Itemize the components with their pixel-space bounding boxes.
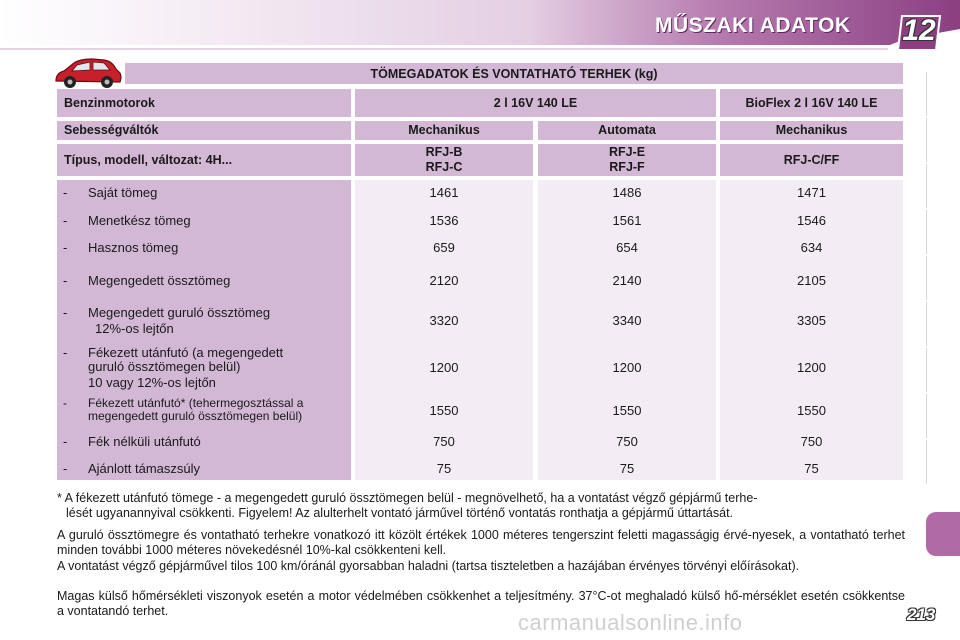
chapter-tab-strip [926,60,960,580]
row-label-line2: megengedett guruló össztömegen belül) [88,409,303,423]
table-cell: 634 [800,240,823,255]
table-cell: 1561 [612,213,642,228]
table-cell: 1550 [797,403,826,418]
footnote [57,491,905,521]
engine-row-label: Benzinmotorok [57,89,351,117]
table-cell: 75 [619,461,635,476]
table-cell: 2120 [429,273,459,288]
table-cell: 1471 [797,185,826,200]
table-cell: 75 [436,461,452,476]
type-code: RFJ-F [609,160,645,174]
row-label: Fékezett utánfutó* (tehermegosztással a [88,396,304,410]
table-cell: 75 [804,461,819,476]
chapter-tab[interactable] [926,210,960,254]
table-cell: 1536 [429,213,459,228]
row-sublabel: 12%-os lejtőn [95,321,174,336]
gearbox-row-label: Sebességváltók [57,121,351,140]
table-cell: 1200 [612,360,642,375]
table-cell: 1550 [612,403,642,418]
row-label: Hasznos tömeg [88,240,179,255]
chapter-tab-active[interactable] [926,512,960,556]
page-number: 213 [907,605,936,624]
chapter-tab[interactable] [926,118,960,162]
type-col-2 [538,144,716,176]
type-code: RFJ-C [425,160,463,174]
table-cell: 1461 [429,185,459,200]
row-label: Fék nélküli utánfutó [88,434,201,449]
table-cell: 654 [616,240,638,255]
table-cell: 3340 [612,313,642,328]
table-cell: 1550 [429,403,459,418]
table-cell: 1200 [797,360,826,375]
chapter-tab[interactable] [926,256,960,300]
type-col-3: RFJ-C/FF [720,144,903,176]
chapter-tab[interactable] [926,440,960,484]
row-sublabel: 10 vagy 12%-os lejtőn [88,375,216,390]
type-col-1 [355,144,533,176]
row-label-line2: guruló össztömegen belül) [88,359,241,374]
car-icon [52,55,124,91]
chapter-number: 12 [902,14,936,47]
chapter-tab[interactable] [926,302,960,346]
chapter-tab[interactable] [926,394,960,438]
table-cell: 1200 [429,360,459,375]
table-cell: 1486 [612,185,642,200]
footnote-line: * A fékezett utánfutó tömege - a megengedett guruló össztömegen belül - megnövelhető, ha a vontatást végző gépjármű terhe- [57,491,758,505]
row-label: Saját tömeg [88,185,158,200]
table-cell: 750 [800,434,823,449]
paragraph: A guruló össztömegre és vontatható terhekre vonatkozó itt közölt értékek 1000 méteres tengerszint feletti magasságig érvé-nyesek, a vontatható terhet minden további 1000 méteres növekedésnél 10%-kal csökkenteni kell. [57,528,905,557]
table-cell: 750 [616,434,638,449]
table-cell: 659 [433,240,455,255]
type-code: RFJ-E [608,145,646,159]
table-cell: 1546 [797,213,826,228]
chapter-tab[interactable] [926,164,960,208]
row-label: Megengedett össztömeg [88,273,231,288]
row-label: Menetkész tömeg [88,213,191,228]
engine-2: BioFlex 2 l 16V 140 LE [720,89,903,117]
chapter-tab[interactable] [926,348,960,392]
table-cell: 3320 [429,313,459,328]
table-cell: 2105 [797,273,826,288]
row-label: Ajánlott támaszsúly [88,461,200,476]
row-label: Fékezett utánfutó (a megengedett [88,345,284,360]
gearbox-col-2: Automata [538,121,716,140]
type-row-label: Típus, modell, változat: 4H... [57,144,351,176]
engine-1: 2 l 16V 140 LE [355,89,716,117]
table-cell: 3305 [797,313,826,328]
paragraph: A vontatást végző gépjárművel tilos 100 km/óránál gyorsabban haladni (tartsa tiszteletben a hazájában érvényes törvényi előírásokat). [57,559,800,573]
chapter-tab[interactable] [926,72,960,116]
watermark: carmanualsonline.info [518,610,743,635]
table-caption: TÖMEGADATOK ÉS VONTATHATÓ TERHEK (kg) [125,63,903,84]
page-title: MŰSZAKI ADATOK [655,14,851,37]
type-code: RFJ-B [425,145,463,159]
row-label: Megengedett guruló össztömeg [88,305,271,320]
paragraph: Magas külső hőmérsékleti viszonyok esetén a motor védelmében csökkenhet a teljesítmény. 37°C-ot meghaladó külső hő-mérséklet esetén csökkentse a vontatandó terhet. [57,589,905,618]
table-cell: 750 [433,434,455,449]
gearbox-col-3: Mechanikus [720,121,903,140]
footnote-line: lését ugyanannyival csökkenti. Figyelem! Az alulterhelt vontató járművel történő vontatás ronthatja a gépjármű úttartását. [66,506,734,520]
gearbox-col-1: Mechanikus [355,121,533,140]
table-cell: 2140 [612,273,642,288]
